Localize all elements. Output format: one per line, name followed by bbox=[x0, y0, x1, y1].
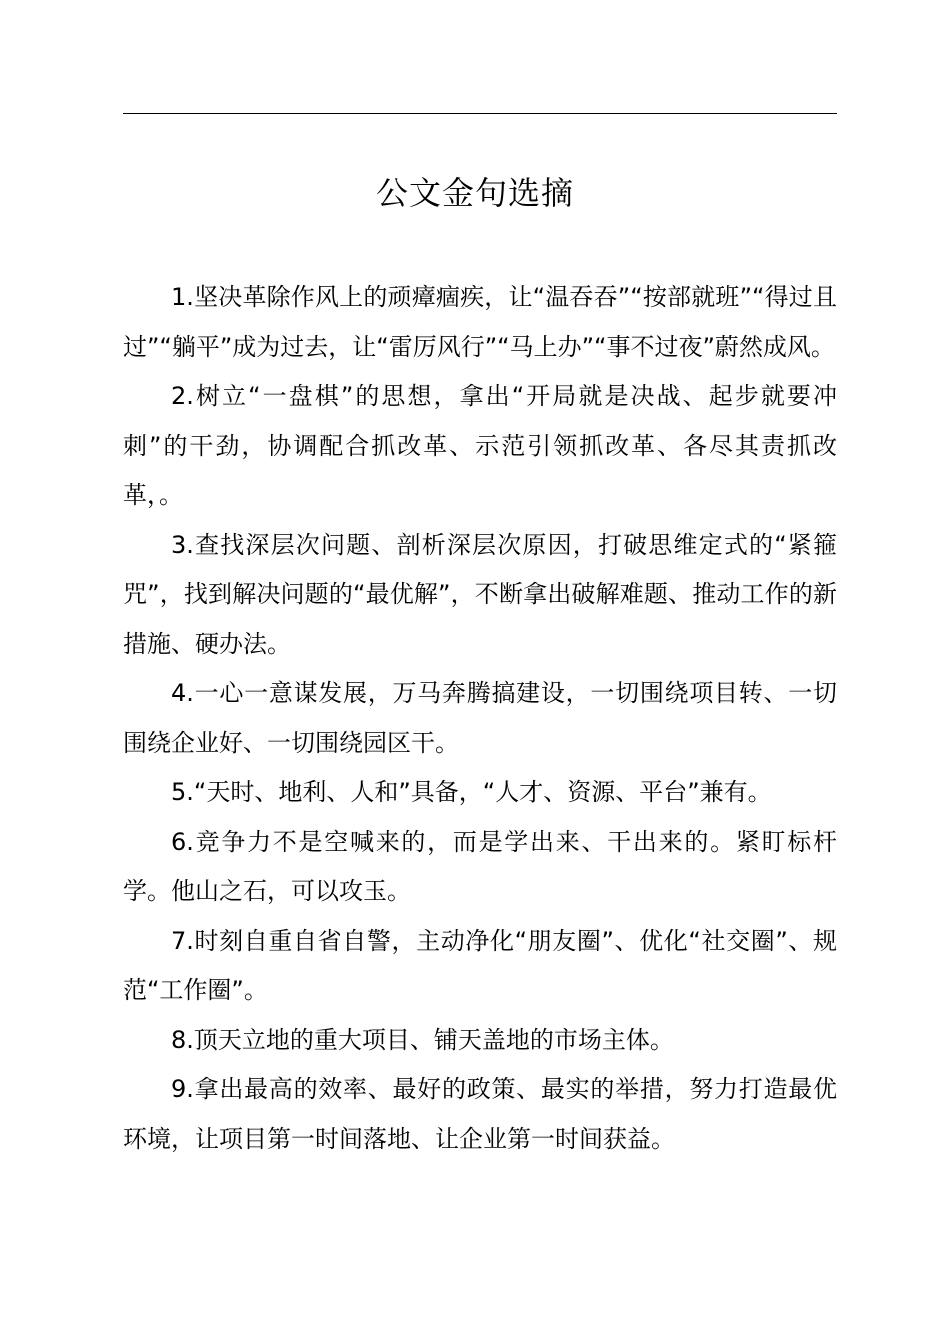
paragraph-7: 7.时刻自重自省自警，主动净化“朋友圈”、优化“社交圈”、规范“工作圈”。 bbox=[123, 926, 837, 1004]
document-title: 公文金句选摘 bbox=[375, 174, 574, 212]
paragraph-8: 8.顶天立地的重大项目、铺天盖地的市场主体。 bbox=[171, 1025, 674, 1054]
header-rule bbox=[123, 113, 837, 114]
paragraph-2: 2.树立“一盘棋”的思想，拿出“开局就是决战、起步就要冲刺”的干劲，协调配合抓改革、示范引领抓改革、各尽其责抓改革，。 bbox=[123, 382, 837, 509]
paragraph-3: 3.查找深层次问题、剖析深层次原因，打破思维定式的“紧箍咒”，找到解决问题的“最优解”，不断拿出破解难题、推动工作的新措施、硬办法。 bbox=[123, 530, 837, 658]
document-body bbox=[123, 273, 837, 1164]
paragraph-1: 1.坚决革除作风上的顽瘴痼疾，让“温吞吞”“按部就班”“得过且过”“躺平”成为过去，让“雷厉风行”“马上办”“事不过夜”蔚然成风。 bbox=[123, 283, 837, 361]
paragraph-4: 4.一心一意谋发展，万马奔腾搞建设，一切围绕项目转、一切围绕企业好、一切围绕园区干。 bbox=[123, 679, 837, 757]
paragraph-5: 5.“天时、地利、人和”具备，“人才、资源、平台”兼有。 bbox=[171, 778, 772, 806]
paragraph-6: 6.竞争力不是空喊来的，而是学出来、干出来的。紧盯标杆学。他山之石，可以攻玉。 bbox=[123, 827, 837, 905]
paragraph-9: 9.拿出最高的效率、最好的政策、最实的举措，努力打造最优环境，让项目第一时间落地、让企业第一时间获益。 bbox=[123, 1075, 837, 1153]
